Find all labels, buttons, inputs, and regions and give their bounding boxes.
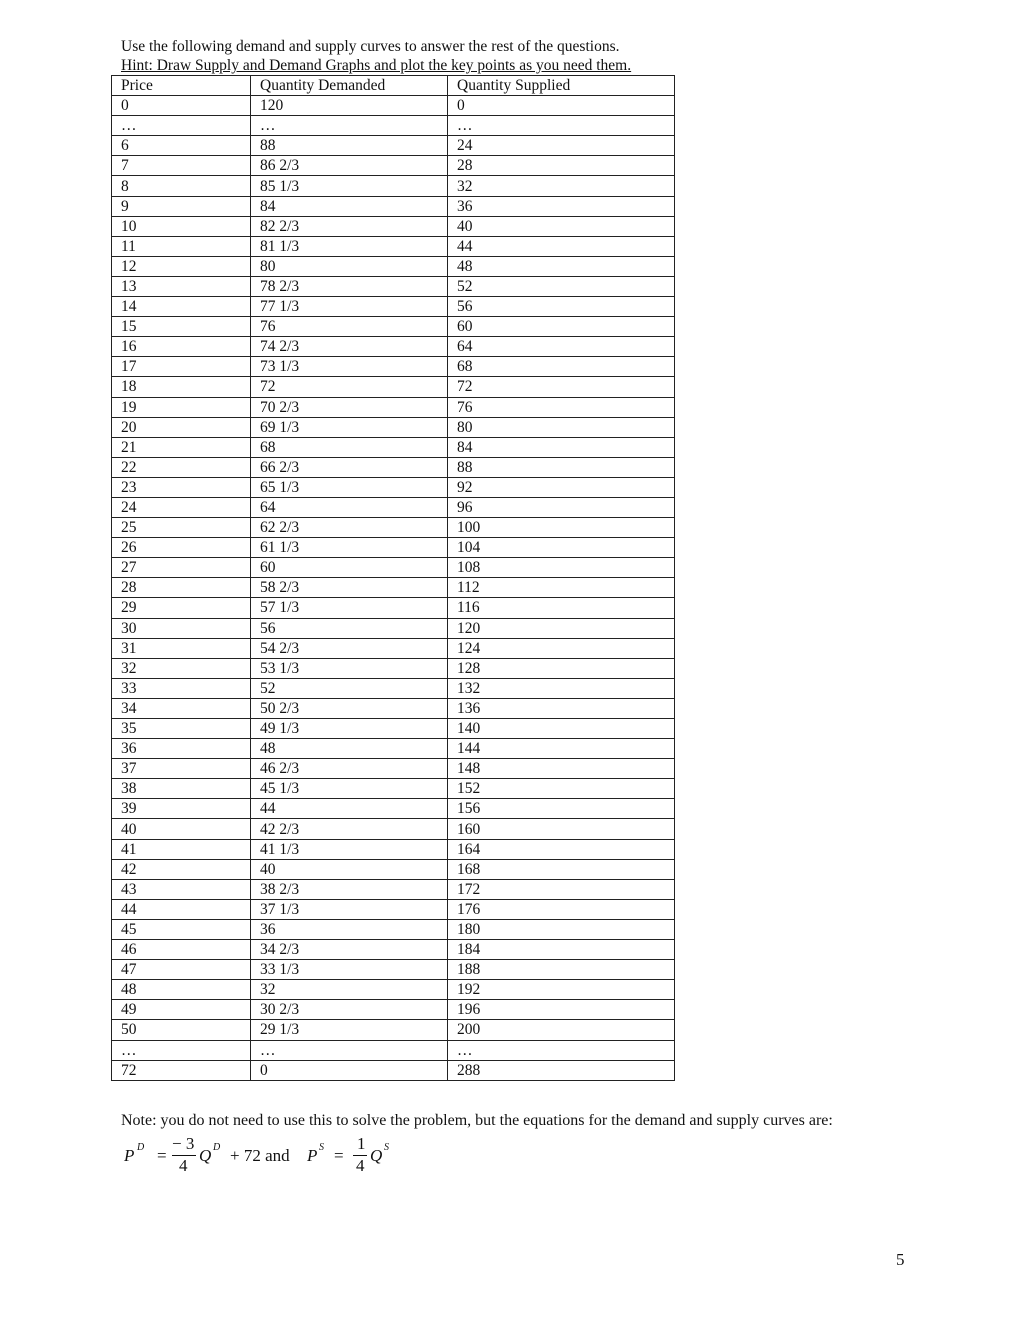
price-cell: 10 <box>112 216 251 236</box>
quantity-demanded-cell: 65 1/3 <box>251 477 448 497</box>
quantity-demanded-cell: 72 <box>251 377 448 397</box>
quantity-supplied-cell: … <box>448 1040 675 1060</box>
table-row <box>112 1000 675 1020</box>
quantity-demanded-cell: 46 2/3 <box>251 759 448 779</box>
quantity-supplied-cell: 104 <box>448 538 675 558</box>
price-cell: 43 <box>112 879 251 899</box>
table-row <box>112 96 675 116</box>
quantity-demanded-cell: 58 2/3 <box>251 578 448 598</box>
table-row <box>112 980 675 1000</box>
quantity-demanded-cell: 34 2/3 <box>251 940 448 960</box>
table-row <box>112 437 675 457</box>
quantity-supplied-cell: 100 <box>448 518 675 538</box>
quantity-demanded-cell: 70 2/3 <box>251 397 448 417</box>
price-cell: 9 <box>112 196 251 216</box>
quantity-supplied-cell: 24 <box>448 136 675 156</box>
table-row <box>112 297 675 317</box>
table-row <box>112 919 675 939</box>
quantity-demanded-cell: 66 2/3 <box>251 457 448 477</box>
quantity-demanded-cell: 69 1/3 <box>251 417 448 437</box>
quantity-supplied-cell: 32 <box>448 176 675 196</box>
quantity-supplied-cell: 152 <box>448 779 675 799</box>
quantity-demanded-cell: 74 2/3 <box>251 337 448 357</box>
quantity-supplied-cell: 60 <box>448 317 675 337</box>
price-cell: 16 <box>112 337 251 357</box>
table-row <box>112 457 675 477</box>
quantity-supplied-cell: 64 <box>448 337 675 357</box>
instruction-line: Use the following demand and supply curves to answer the rest of the questions. <box>121 38 620 55</box>
quantity-demanded-cell: 40 <box>251 859 448 879</box>
quantity-supplied-cell: 0 <box>448 96 675 116</box>
quantity-demanded-cell: 60 <box>251 558 448 578</box>
supply-superscript: S <box>319 1142 324 1153</box>
quantity-supplied-cell: 96 <box>448 497 675 517</box>
quantity-supplied-cell: 156 <box>448 799 675 819</box>
price-cell: 48 <box>112 980 251 1000</box>
price-cell: 13 <box>112 276 251 296</box>
price-cell: 36 <box>112 739 251 759</box>
quantity-supplied-cell: 160 <box>448 819 675 839</box>
quantity-supplied-cell: 44 <box>448 236 675 256</box>
price-cell: 30 <box>112 618 251 638</box>
column-header-quantity-supplied: Quantity Supplied <box>448 76 675 96</box>
price-cell: 72 <box>112 1060 251 1080</box>
price-cell: 40 <box>112 819 251 839</box>
quantity-supplied-cell: 188 <box>448 960 675 980</box>
quantity-demanded-cell: 45 1/3 <box>251 779 448 799</box>
price-cell: 6 <box>112 136 251 156</box>
price-cell: 15 <box>112 317 251 337</box>
quantity-supplied-cell: 128 <box>448 658 675 678</box>
quantity-demanded-cell: 41 1/3 <box>251 839 448 859</box>
equals-sign: = <box>157 1146 167 1165</box>
quantity-supplied-cell: 124 <box>448 638 675 658</box>
quantity-supplied-cell: 148 <box>448 759 675 779</box>
quantity-supplied-cell: 176 <box>448 899 675 919</box>
price-cell: 39 <box>112 799 251 819</box>
price-cell: 47 <box>112 960 251 980</box>
quantity-supplied-cell: 140 <box>448 719 675 739</box>
price-cell: 12 <box>112 256 251 276</box>
quantity-demanded-cell: 0 <box>251 1060 448 1080</box>
table-body <box>112 96 675 1081</box>
price-cell: 7 <box>112 156 251 176</box>
quantity-demanded-cell: 38 2/3 <box>251 879 448 899</box>
table-row <box>112 759 675 779</box>
table-row <box>112 276 675 296</box>
quantity-supplied-cell: 164 <box>448 839 675 859</box>
fraction-numerator-2: 1 <box>357 1134 366 1153</box>
quantity-demanded-cell: 81 1/3 <box>251 236 448 256</box>
price-cell: 0 <box>112 96 251 116</box>
table-row <box>112 357 675 377</box>
quantity-supplied-cell: … <box>448 116 675 136</box>
price-cell: 28 <box>112 578 251 598</box>
supply-price-symbol: P <box>307 1146 318 1165</box>
quantity-demanded-cell: 73 1/3 <box>251 357 448 377</box>
price-cell: 22 <box>112 457 251 477</box>
table-row <box>112 658 675 678</box>
quantity-demanded-cell: 44 <box>251 799 448 819</box>
table-row <box>112 578 675 598</box>
quantity-supplied-cell: 40 <box>448 216 675 236</box>
quantity-supplied-cell: 80 <box>448 417 675 437</box>
quantity-supplied-cell: 84 <box>448 437 675 457</box>
table-row <box>112 899 675 919</box>
page-number: 5 <box>896 1250 905 1269</box>
quantity-supplied-cell: 172 <box>448 879 675 899</box>
supply-quantity-symbol: Q <box>370 1146 383 1165</box>
price-cell: … <box>112 1040 251 1060</box>
equation-constant: + 72 and <box>230 1146 290 1165</box>
table-row <box>112 1040 675 1060</box>
table-row <box>112 678 675 698</box>
quantity-supplied-cell: 196 <box>448 1000 675 1020</box>
table-row <box>112 477 675 497</box>
price-cell: 45 <box>112 919 251 939</box>
quantity-demanded-cell: 82 2/3 <box>251 216 448 236</box>
fraction-denominator: 4 <box>179 1156 188 1175</box>
table-row <box>112 698 675 718</box>
price-cell: 17 <box>112 357 251 377</box>
quantity-demanded-cell: 84 <box>251 196 448 216</box>
price-cell: 14 <box>112 297 251 317</box>
table-row <box>112 337 675 357</box>
table-row <box>112 236 675 256</box>
quantity-demanded-cell: 29 1/3 <box>251 1020 448 1040</box>
table-row <box>112 317 675 337</box>
table-row <box>112 960 675 980</box>
quantity-demanded-cell: 42 2/3 <box>251 819 448 839</box>
price-cell: 37 <box>112 759 251 779</box>
column-header-quantity-demanded: Quantity Demanded <box>251 76 448 96</box>
table-header-row <box>112 76 675 96</box>
quantity-demanded-cell: 53 1/3 <box>251 658 448 678</box>
price-cell: 34 <box>112 698 251 718</box>
table-row <box>112 859 675 879</box>
quantity-supplied-cell: 132 <box>448 678 675 698</box>
quantity-supplied-cell: 72 <box>448 377 675 397</box>
table-row <box>112 779 675 799</box>
demand-supply-table <box>111 75 675 1081</box>
quantity-supplied-cell: 136 <box>448 698 675 718</box>
table-row <box>112 538 675 558</box>
quantity-demanded-cell: 32 <box>251 980 448 1000</box>
table-row <box>112 940 675 960</box>
table-row <box>112 719 675 739</box>
demand-quantity-symbol: Q <box>199 1146 212 1165</box>
price-cell: 49 <box>112 1000 251 1020</box>
quantity-demanded-cell: 77 1/3 <box>251 297 448 317</box>
instructions <box>121 37 631 75</box>
quantity-demanded-cell: 61 1/3 <box>251 538 448 558</box>
price-cell: 20 <box>112 417 251 437</box>
table-row <box>112 196 675 216</box>
quantity-supplied-cell: 180 <box>448 919 675 939</box>
price-cell: 19 <box>112 397 251 417</box>
quantity-demanded-cell: 36 <box>251 919 448 939</box>
table-row <box>112 136 675 156</box>
table-row <box>112 638 675 658</box>
quantity-demanded-cell: 88 <box>251 136 448 156</box>
table-row <box>112 618 675 638</box>
price-cell: 33 <box>112 678 251 698</box>
equals-sign-2: = <box>334 1146 344 1165</box>
quantity-demanded-cell: 62 2/3 <box>251 518 448 538</box>
quantity-supplied-cell: 168 <box>448 859 675 879</box>
equation-note: Note: you do not need to use this to solve the problem, but the equations for the demand and supply curves are: <box>121 1112 833 1129</box>
quantity-demanded-cell: 48 <box>251 739 448 759</box>
quantity-supplied-cell: 28 <box>448 156 675 176</box>
price-cell: 11 <box>112 236 251 256</box>
price-cell: 31 <box>112 638 251 658</box>
price-cell: 32 <box>112 658 251 678</box>
price-cell: 26 <box>112 538 251 558</box>
quantity-supplied-cell: 88 <box>448 457 675 477</box>
quantity-demanded-cell: 30 2/3 <box>251 1000 448 1020</box>
price-cell: 44 <box>112 899 251 919</box>
table-row <box>112 558 675 578</box>
quantity-demanded-cell: 68 <box>251 437 448 457</box>
quantity-demanded-cell: 49 1/3 <box>251 719 448 739</box>
quantity-demanded-cell: 64 <box>251 497 448 517</box>
table-row <box>112 1060 675 1080</box>
table-row <box>112 1020 675 1040</box>
hint-line: Hint: Draw Supply and Demand Graphs and plot the key points as you need them. <box>121 57 632 74</box>
price-cell: 42 <box>112 859 251 879</box>
fraction-numerator: − 3 <box>172 1134 195 1153</box>
quantity-supplied-cell: 192 <box>448 980 675 1000</box>
quantity-demanded-cell: 37 1/3 <box>251 899 448 919</box>
price-cell: 50 <box>112 1020 251 1040</box>
table-row <box>112 839 675 859</box>
quantity-supplied-cell: 112 <box>448 578 675 598</box>
quantity-supplied-cell: 56 <box>448 297 675 317</box>
table-row <box>112 176 675 196</box>
price-cell: 27 <box>112 558 251 578</box>
table-row <box>112 417 675 437</box>
quantity-demanded-cell: 33 1/3 <box>251 960 448 980</box>
quantity-demanded-cell: 76 <box>251 317 448 337</box>
table-row <box>112 216 675 236</box>
quantity-demanded-cell: 120 <box>251 96 448 116</box>
quantity-supplied-cell: 120 <box>448 618 675 638</box>
price-cell: 23 <box>112 477 251 497</box>
quantity-demanded-cell: 85 1/3 <box>251 176 448 196</box>
quantity-demanded-cell: 80 <box>251 256 448 276</box>
table-row <box>112 116 675 136</box>
price-cell: 24 <box>112 497 251 517</box>
price-cell: 29 <box>112 598 251 618</box>
quantity-supplied-cell: 184 <box>448 940 675 960</box>
quantity-supplied-cell: 144 <box>448 739 675 759</box>
demand-superscript: D <box>137 1142 145 1153</box>
table-row <box>112 598 675 618</box>
quantity-demanded-cell: 78 2/3 <box>251 276 448 296</box>
quantity-supplied-cell: 116 <box>448 598 675 618</box>
quantity-supplied-cell: 68 <box>448 357 675 377</box>
price-cell: 41 <box>112 839 251 859</box>
price-cell: 21 <box>112 437 251 457</box>
table-row <box>112 739 675 759</box>
table-row <box>112 518 675 538</box>
table-row <box>112 156 675 176</box>
price-cell: 18 <box>112 377 251 397</box>
column-header-price: Price <box>112 76 251 96</box>
quantity-superscript: D <box>213 1142 221 1153</box>
quantity-supplied-cell: 76 <box>448 397 675 417</box>
quantity-supplied-cell: 92 <box>448 477 675 497</box>
price-cell: 25 <box>112 518 251 538</box>
quantity-demanded-cell: 56 <box>251 618 448 638</box>
quantity-demanded-cell: … <box>251 1040 448 1060</box>
table-row <box>112 397 675 417</box>
demand-price-symbol: P <box>124 1146 135 1165</box>
quantity-demanded-cell: 50 2/3 <box>251 698 448 718</box>
quantity-demanded-cell: 52 <box>251 678 448 698</box>
price-cell: 46 <box>112 940 251 960</box>
quantity-supplied-cell: 52 <box>448 276 675 296</box>
price-cell: 8 <box>112 176 251 196</box>
quantity-supplied-cell: 108 <box>448 558 675 578</box>
quantity-supplied-cell: 48 <box>448 256 675 276</box>
table-row <box>112 879 675 899</box>
price-cell: 35 <box>112 719 251 739</box>
table-row <box>112 256 675 276</box>
table-row <box>112 819 675 839</box>
price-cell: 38 <box>112 779 251 799</box>
fraction-denominator-2: 4 <box>356 1156 365 1175</box>
price-cell: … <box>112 116 251 136</box>
quantity-demanded-cell: 86 2/3 <box>251 156 448 176</box>
quantity-demanded-cell: 57 1/3 <box>251 598 448 618</box>
supply-quantity-superscript: S <box>384 1142 389 1153</box>
quantity-supplied-cell: 288 <box>448 1060 675 1080</box>
quantity-supplied-cell: 36 <box>448 196 675 216</box>
table-row <box>112 377 675 397</box>
quantity-demanded-cell: … <box>251 116 448 136</box>
table-row <box>112 497 675 517</box>
quantity-demanded-cell: 54 2/3 <box>251 638 448 658</box>
table-row <box>112 799 675 819</box>
quantity-supplied-cell: 200 <box>448 1020 675 1040</box>
